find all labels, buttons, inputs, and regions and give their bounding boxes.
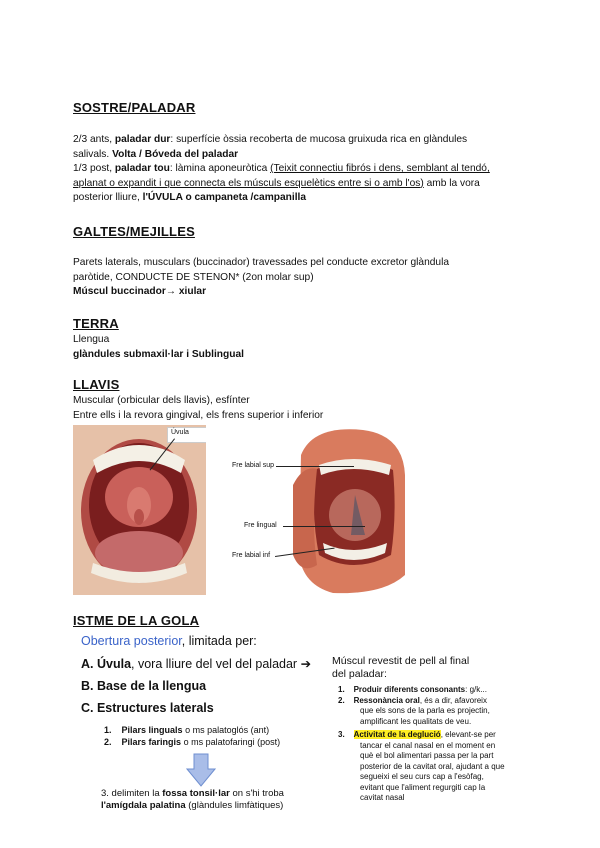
fre-labial-sup-line bbox=[276, 466, 354, 467]
fre-lingual-label: Fre lingual bbox=[244, 522, 277, 529]
galtes-text: Parets laterals, musculars (buccinador) travessades pel conducte excretor glàndula paròtide, CONDUCTE DE STENON* (2on molar sup) Múscul buccinador→ xiular bbox=[73, 257, 449, 297]
item-a-uvula: A. Úvula, vora lliure del vel del paladar ➔ bbox=[81, 657, 312, 671]
pilars-list bbox=[104, 724, 280, 748]
section-heading-galtes: GALTES/MEJILLES bbox=[73, 224, 195, 239]
uvula-label: Úvula bbox=[171, 429, 189, 436]
pilars-linguals-item: 1. Pilars linguals o ms palatoglós (ant) bbox=[104, 725, 270, 735]
function-item-3: 3. Activitat de la deglució, elevant-se per bbox=[338, 730, 496, 739]
section-heading-terra: TERRA bbox=[73, 316, 119, 331]
muscul-functions-list: 1. Produir diferents consonants: g/k... 2. Ressonància oral, és a dir, afavoreix que els sons de la parla es projectin, amplificant les qualitats de veu. 3. Activitat de la deglució, elevant-se per tancar el canal nasal en el moment en què el bol alimentari passa per la part posterior de la cavitat oral, ajudant a que segueixi el seu curs cap a l'esòfag, evitant que l'aliment regurgiti cap la cavitat nasal bbox=[338, 685, 505, 802]
obertura-posterior-line: Obertura posterior, limitada per: bbox=[81, 634, 257, 648]
item-c-estructures: C. Estructures laterals bbox=[81, 701, 214, 715]
lip-frenulum-illustration bbox=[293, 425, 405, 595]
terra-text: Llengua glàndules submaxil·lar i Sublingual bbox=[73, 334, 244, 360]
function-item-1: 1. Produir diferents consonants: g/k... bbox=[338, 685, 487, 694]
item-b-base-llengua: B. Base de la llengua bbox=[81, 679, 207, 693]
sostre-text: 2/3 ants, paladar dur: superfície òssia recoberta de mucosa gruixuda rica en glàndules salivals. Volta / Bóveda del paladar 1/3 post, paladar tou: làmina aponeuròtica (Teixit connectiu fibrós i dens, semblant al tendó, aplanat o expandit i que connecta els músculs esquelètics entre si o amb l'os) amb la vora posterior lliure, l'ÚVULA o campaneta /campanilla bbox=[73, 134, 490, 203]
fossa-tonsil-text: 3. delimiten la fossa tonsil·lar on s'hi troba l'amígdala palatina (glàndules limfàtiques) bbox=[101, 788, 284, 811]
function-item-2: 2. Ressonància oral, és a dir, afavoreix bbox=[338, 695, 487, 705]
pilars-faringis-item: 2. Pilars faringis o ms palatofaringi (post) bbox=[104, 737, 281, 747]
fre-lingual-line bbox=[283, 526, 365, 527]
fre-labial-sup-label: Fre labial sup bbox=[232, 462, 275, 469]
section-heading-llavis: LLAVIS bbox=[73, 377, 120, 392]
muscul-title: Múscul revestit de pell al final del paladar: bbox=[332, 655, 470, 680]
open-mouth-photo bbox=[73, 425, 206, 595]
llavis-text: Muscular (orbicular dels llavis), esfínter Entre ells i la revora gingival, els frens superior i inferior bbox=[73, 395, 324, 421]
section-heading-sostre: SOSTRE/PALADAR bbox=[73, 100, 196, 115]
fre-labial-inf-label: Fre labial inf bbox=[232, 552, 271, 559]
section-heading-istme: ISTME DE LA GOLA bbox=[73, 613, 200, 628]
down-arrow-icon bbox=[186, 753, 216, 792]
